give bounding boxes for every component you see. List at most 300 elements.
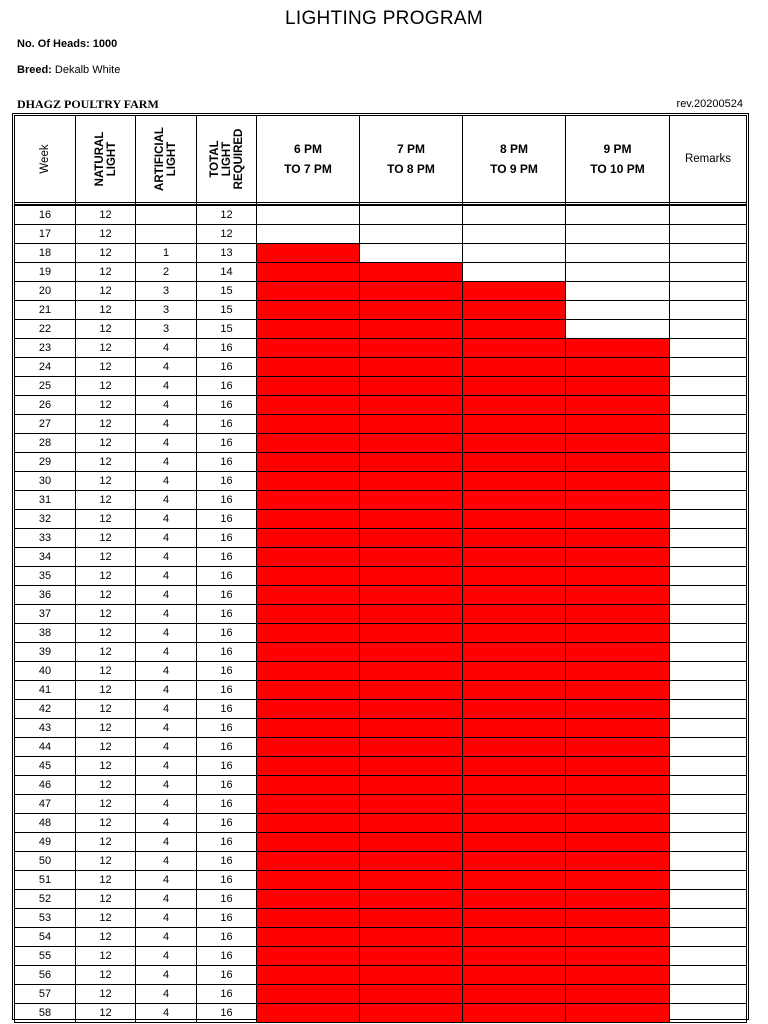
remarks-cell: [670, 833, 747, 852]
time-slot-cell: [257, 719, 360, 738]
remarks-cell: [670, 415, 747, 434]
remarks-cell: [670, 472, 747, 491]
breed-value: Dekalb White: [54, 64, 121, 76]
remarks-cell: [670, 1004, 747, 1023]
total-light-cell: 15: [197, 320, 257, 339]
table-row: [15, 776, 747, 795]
table-row: [15, 814, 747, 833]
remarks-cell: [670, 738, 747, 757]
week-cell: 29: [15, 453, 76, 472]
artificial-light-cell: 4: [136, 719, 197, 738]
heads-value: 1000: [92, 38, 118, 50]
time-slot-cell: [360, 624, 463, 643]
week-cell: 56: [15, 966, 76, 985]
time-slot-cell: [360, 776, 463, 795]
time-slot-cell: [566, 871, 670, 890]
artificial-light-cell: 4: [136, 871, 197, 890]
total-light-cell: 16: [197, 377, 257, 396]
artificial-light-cell: 4: [136, 757, 197, 776]
time-slot-cell: [257, 263, 360, 282]
farm-name: DHAGZ POULTRY FARM: [17, 97, 159, 111]
table-row: [15, 928, 747, 947]
natural-light-cell: 12: [76, 244, 136, 263]
artificial-light-cell: 4: [136, 776, 197, 795]
natural-light-cell: 12: [76, 776, 136, 795]
time-slot-cell: [257, 339, 360, 358]
time-slot-cell: [257, 358, 360, 377]
time-slot-cell: [257, 814, 360, 833]
time-slot-cell: [463, 510, 566, 529]
week-cell: 21: [15, 301, 76, 320]
time-slot-cell: [360, 928, 463, 947]
week-cell: 31: [15, 491, 76, 510]
week-cell: 27: [15, 415, 76, 434]
artificial-light-cell: 4: [136, 624, 197, 643]
total-light-cell: 16: [197, 985, 257, 1004]
total-light-cell: 16: [197, 966, 257, 985]
total-light-cell: 16: [197, 719, 257, 738]
time-slot-cell: [257, 947, 360, 966]
week-cell: 24: [15, 358, 76, 377]
time-slot-cell: [566, 205, 670, 225]
remarks-cell: [670, 871, 747, 890]
total-light-cell: 16: [197, 339, 257, 358]
time-slot-cell: [257, 491, 360, 510]
time-slot-cell: [566, 719, 670, 738]
time-slot-cell: [360, 947, 463, 966]
header-slot-9pm: 9 PM TO 10 PM: [566, 116, 670, 203]
time-slot-cell: [463, 320, 566, 339]
time-slot-cell: [257, 396, 360, 415]
total-light-cell: 16: [197, 795, 257, 814]
table-row: [15, 852, 747, 871]
remarks-cell: [670, 510, 747, 529]
table-row: [15, 643, 747, 662]
natural-light-cell: 12: [76, 643, 136, 662]
artificial-light-cell: 3: [136, 301, 197, 320]
time-slot-cell: [566, 263, 670, 282]
table-row: [15, 548, 747, 567]
table-row: [15, 1004, 747, 1023]
remarks-cell: [670, 225, 747, 244]
remarks-cell: [670, 358, 747, 377]
artificial-light-cell: 4: [136, 833, 197, 852]
natural-light-cell: 12: [76, 871, 136, 890]
remarks-cell: [670, 339, 747, 358]
week-cell: 54: [15, 928, 76, 947]
time-slot-cell: [360, 1004, 463, 1023]
time-slot-cell: [257, 301, 360, 320]
time-slot-cell: [566, 643, 670, 662]
total-light-cell: 16: [197, 833, 257, 852]
total-light-cell: 15: [197, 282, 257, 301]
time-slot-cell: [257, 244, 360, 263]
week-cell: 45: [15, 757, 76, 776]
total-light-cell: 16: [197, 434, 257, 453]
header-row: [15, 116, 747, 203]
natural-light-cell: 12: [76, 985, 136, 1004]
week-cell: 40: [15, 662, 76, 681]
heads-label: No. Of Heads:: [17, 38, 90, 50]
header-natural-light: NATURAL LIGHT: [76, 116, 136, 203]
natural-light-cell: 12: [76, 205, 136, 225]
total-light-cell: 16: [197, 472, 257, 491]
time-slot-cell: [463, 928, 566, 947]
natural-light-cell: 12: [76, 491, 136, 510]
time-slot-cell: [360, 700, 463, 719]
time-slot-cell: [566, 510, 670, 529]
artificial-light-cell: 4: [136, 1004, 197, 1023]
total-light-cell: 16: [197, 890, 257, 909]
time-slot-cell: [566, 909, 670, 928]
artificial-light-cell: 3: [136, 320, 197, 339]
total-light-cell: 16: [197, 814, 257, 833]
time-slot-cell: [566, 453, 670, 472]
natural-light-cell: 12: [76, 947, 136, 966]
time-slot-cell: [257, 1004, 360, 1023]
time-slot-cell: [463, 643, 566, 662]
total-light-cell: 16: [197, 529, 257, 548]
week-cell: 47: [15, 795, 76, 814]
time-slot-cell: [360, 719, 463, 738]
time-slot-cell: [257, 529, 360, 548]
time-slot-cell: [566, 377, 670, 396]
time-slot-cell: [360, 434, 463, 453]
time-slot-cell: [566, 757, 670, 776]
time-slot-cell: [566, 985, 670, 1004]
time-slot-cell: [257, 966, 360, 985]
remarks-cell: [670, 928, 747, 947]
artificial-light-cell: 4: [136, 662, 197, 681]
remarks-cell: [670, 548, 747, 567]
time-slot-cell: [360, 985, 463, 1004]
time-slot-cell: [257, 567, 360, 586]
time-slot-cell: [360, 795, 463, 814]
week-cell: 33: [15, 529, 76, 548]
time-slot-cell: [257, 605, 360, 624]
time-slot-cell: [566, 548, 670, 567]
table-row: [15, 662, 747, 681]
time-slot-cell: [463, 947, 566, 966]
table-row: [15, 415, 747, 434]
time-slot-cell: [257, 320, 360, 339]
artificial-light-cell: 4: [136, 852, 197, 871]
week-cell: 23: [15, 339, 76, 358]
table-row: [15, 833, 747, 852]
time-slot-cell: [463, 776, 566, 795]
remarks-cell: [670, 377, 747, 396]
remarks-cell: [670, 434, 747, 453]
natural-light-cell: 12: [76, 833, 136, 852]
week-cell: 50: [15, 852, 76, 871]
time-slot-cell: [463, 529, 566, 548]
remarks-cell: [670, 586, 747, 605]
time-slot-cell: [566, 282, 670, 301]
time-slot-cell: [360, 529, 463, 548]
remarks-cell: [670, 890, 747, 909]
remarks-cell: [670, 719, 747, 738]
table-row: [15, 757, 747, 776]
natural-light-cell: 12: [76, 624, 136, 643]
time-slot-cell: [566, 529, 670, 548]
time-slot-cell: [257, 776, 360, 795]
natural-light-cell: 12: [76, 681, 136, 700]
week-cell: 28: [15, 434, 76, 453]
natural-light-cell: 12: [76, 852, 136, 871]
week-cell: 22: [15, 320, 76, 339]
natural-light-cell: 12: [76, 339, 136, 358]
time-slot-cell: [257, 681, 360, 700]
time-slot-cell: [360, 909, 463, 928]
table-row: [15, 377, 747, 396]
remarks-cell: [670, 453, 747, 472]
total-light-cell: 16: [197, 586, 257, 605]
total-light-cell: 16: [197, 700, 257, 719]
time-slot-cell: [360, 757, 463, 776]
time-slot-cell: [566, 700, 670, 719]
time-slot-cell: [463, 1004, 566, 1023]
week-cell: 30: [15, 472, 76, 491]
natural-light-cell: 12: [76, 548, 136, 567]
natural-light-cell: 12: [76, 795, 136, 814]
table-row: [15, 871, 747, 890]
week-cell: 26: [15, 396, 76, 415]
time-slot-cell: [360, 966, 463, 985]
time-slot-cell: [463, 472, 566, 491]
time-slot-cell: [463, 605, 566, 624]
time-slot-cell: [257, 624, 360, 643]
table-row: [15, 358, 747, 377]
table-row: [15, 586, 747, 605]
natural-light-cell: 12: [76, 738, 136, 757]
artificial-light-cell: 4: [136, 472, 197, 491]
artificial-light-cell: 4: [136, 890, 197, 909]
time-slot-cell: [360, 852, 463, 871]
time-slot-cell: [360, 681, 463, 700]
time-slot-cell: [360, 814, 463, 833]
total-light-cell: 12: [197, 205, 257, 225]
lighting-table: [14, 115, 747, 1023]
natural-light-cell: 12: [76, 586, 136, 605]
time-slot-cell: [360, 263, 463, 282]
table-row: [15, 301, 747, 320]
remarks-cell: [670, 263, 747, 282]
natural-light-cell: 12: [76, 605, 136, 624]
artificial-light-cell: 1: [136, 244, 197, 263]
time-slot-cell: [463, 795, 566, 814]
time-slot-cell: [463, 681, 566, 700]
breed-line: [17, 64, 120, 76]
artificial-light-cell: 4: [136, 453, 197, 472]
total-light-cell: 13: [197, 244, 257, 263]
time-slot-cell: [463, 567, 566, 586]
time-slot-cell: [257, 757, 360, 776]
time-slot-cell: [566, 472, 670, 491]
table-row: [15, 396, 747, 415]
artificial-light-cell: 4: [136, 567, 197, 586]
time-slot-cell: [463, 909, 566, 928]
time-slot-cell: [257, 985, 360, 1004]
time-slot-cell: [360, 548, 463, 567]
time-slot-cell: [566, 244, 670, 263]
natural-light-cell: 12: [76, 909, 136, 928]
week-cell: 18: [15, 244, 76, 263]
time-slot-cell: [360, 738, 463, 757]
artificial-light-cell: 4: [136, 700, 197, 719]
remarks-cell: [670, 947, 747, 966]
time-slot-cell: [566, 662, 670, 681]
time-slot-cell: [257, 928, 360, 947]
natural-light-cell: 12: [76, 396, 136, 415]
time-slot-cell: [566, 567, 670, 586]
time-slot-cell: [360, 453, 463, 472]
artificial-light-cell: 4: [136, 415, 197, 434]
time-slot-cell: [257, 377, 360, 396]
table-row: [15, 205, 747, 225]
week-cell: 57: [15, 985, 76, 1004]
natural-light-cell: 12: [76, 719, 136, 738]
natural-light-cell: 12: [76, 301, 136, 320]
natural-light-cell: 12: [76, 377, 136, 396]
table-row: [15, 491, 747, 510]
time-slot-cell: [566, 852, 670, 871]
table-row: [15, 510, 747, 529]
natural-light-cell: 12: [76, 1004, 136, 1023]
table-row: [15, 529, 747, 548]
time-slot-cell: [463, 700, 566, 719]
time-slot-cell: [360, 339, 463, 358]
natural-light-cell: 12: [76, 434, 136, 453]
table-row: [15, 909, 747, 928]
artificial-light-cell: 4: [136, 909, 197, 928]
time-slot-cell: [566, 738, 670, 757]
total-light-cell: 16: [197, 757, 257, 776]
table-row: [15, 966, 747, 985]
time-slot-cell: [566, 1004, 670, 1023]
time-slot-cell: [566, 339, 670, 358]
time-slot-cell: [463, 757, 566, 776]
table-row: [15, 700, 747, 719]
time-slot-cell: [257, 662, 360, 681]
remarks-cell: [670, 320, 747, 339]
time-slot-cell: [360, 586, 463, 605]
time-slot-cell: [463, 586, 566, 605]
natural-light-cell: 12: [76, 358, 136, 377]
time-slot-cell: [463, 738, 566, 757]
week-cell: 44: [15, 738, 76, 757]
natural-light-cell: 12: [76, 263, 136, 282]
week-cell: 43: [15, 719, 76, 738]
time-slot-cell: [566, 225, 670, 244]
artificial-light-cell: 4: [136, 738, 197, 757]
time-slot-cell: [360, 567, 463, 586]
time-slot-cell: [360, 205, 463, 225]
header-week: Week: [15, 116, 76, 203]
time-slot-cell: [463, 548, 566, 567]
time-slot-cell: [257, 472, 360, 491]
week-cell: 36: [15, 586, 76, 605]
artificial-light-cell: 4: [136, 643, 197, 662]
remarks-cell: [670, 776, 747, 795]
remarks-cell: [670, 966, 747, 985]
week-cell: 51: [15, 871, 76, 890]
total-light-cell: 16: [197, 453, 257, 472]
header-artificial-light: ARTIFICIAL LIGHT: [136, 116, 197, 203]
artificial-light-cell: 4: [136, 947, 197, 966]
natural-light-cell: 12: [76, 567, 136, 586]
header-remarks: Remarks: [670, 116, 747, 203]
week-cell: 46: [15, 776, 76, 795]
time-slot-cell: [463, 966, 566, 985]
remarks-cell: [670, 624, 747, 643]
time-slot-cell: [463, 358, 566, 377]
remarks-cell: [670, 491, 747, 510]
artificial-light-cell: 3: [136, 282, 197, 301]
remarks-cell: [670, 700, 747, 719]
natural-light-cell: 12: [76, 510, 136, 529]
time-slot-cell: [257, 890, 360, 909]
time-slot-cell: [463, 814, 566, 833]
table-row: [15, 890, 747, 909]
time-slot-cell: [566, 434, 670, 453]
total-light-cell: 16: [197, 662, 257, 681]
total-light-cell: 16: [197, 738, 257, 757]
week-cell: 16: [15, 205, 76, 225]
total-light-cell: 16: [197, 567, 257, 586]
time-slot-cell: [360, 301, 463, 320]
total-light-cell: 16: [197, 909, 257, 928]
time-slot-cell: [463, 852, 566, 871]
remarks-cell: [670, 662, 747, 681]
time-slot-cell: [463, 662, 566, 681]
time-slot-cell: [360, 244, 463, 263]
week-cell: 52: [15, 890, 76, 909]
natural-light-cell: 12: [76, 928, 136, 947]
artificial-light-cell: 4: [136, 795, 197, 814]
total-light-cell: 16: [197, 605, 257, 624]
total-light-cell: 12: [197, 225, 257, 244]
time-slot-cell: [257, 643, 360, 662]
time-slot-cell: [566, 947, 670, 966]
remarks-cell: [670, 985, 747, 1004]
artificial-light-cell: 4: [136, 510, 197, 529]
week-cell: 58: [15, 1004, 76, 1023]
time-slot-cell: [463, 301, 566, 320]
time-slot-cell: [463, 205, 566, 225]
total-light-cell: 16: [197, 643, 257, 662]
week-cell: 53: [15, 909, 76, 928]
time-slot-cell: [257, 909, 360, 928]
remarks-cell: [670, 605, 747, 624]
remarks-cell: [670, 909, 747, 928]
time-slot-cell: [463, 871, 566, 890]
time-slot-cell: [566, 320, 670, 339]
natural-light-cell: 12: [76, 472, 136, 491]
total-light-cell: 16: [197, 624, 257, 643]
time-slot-cell: [463, 377, 566, 396]
time-slot-cell: [463, 624, 566, 643]
natural-light-cell: 12: [76, 453, 136, 472]
natural-light-cell: 12: [76, 966, 136, 985]
natural-light-cell: 12: [76, 282, 136, 301]
artificial-light-cell: [136, 225, 197, 244]
artificial-light-cell: 4: [136, 814, 197, 833]
week-cell: 37: [15, 605, 76, 624]
time-slot-cell: [257, 586, 360, 605]
time-slot-cell: [463, 415, 566, 434]
table-row: [15, 567, 747, 586]
time-slot-cell: [463, 491, 566, 510]
